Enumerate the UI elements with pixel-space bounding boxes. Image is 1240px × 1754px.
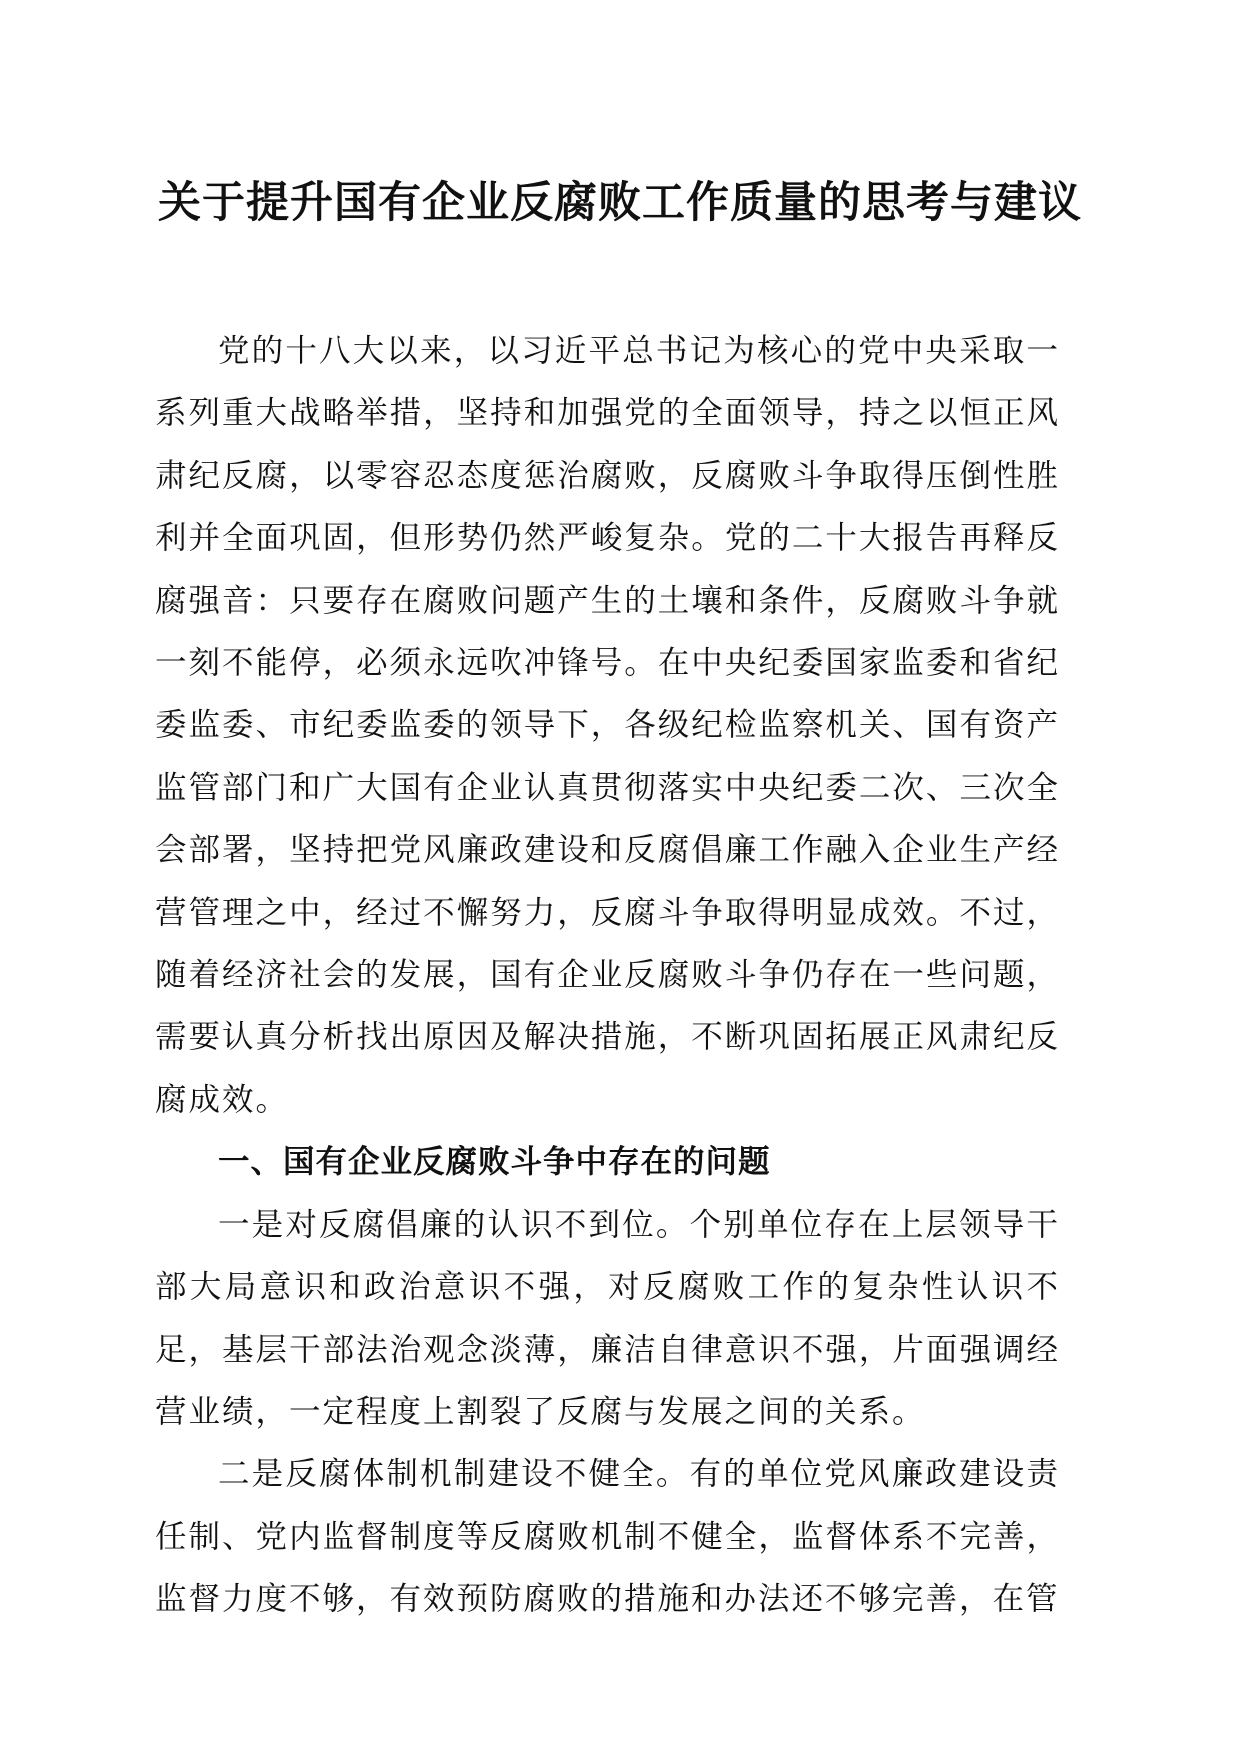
document-body xyxy=(155,320,1060,1631)
intro-paragraph: 党的十八大以来，以习近平总书记为核心的党中央采取一系列重大战略举措，坚持和加强党的全面领导，持之以恒正风肃纪反腐，以零容忍态度惩治腐败，反腐败斗争取得压倒性胜利并全面巩固，但形势仍然严峻复杂。党的二十大报告再释反腐强音：只要存在腐败问题产生的土壤和条件，反腐败斗争就一刻不能停，必须永远吹冲锋号。在中央纪委国家监委和省纪委监委、市纪委监委的领导下，各级纪检监察机关、国有资产监管部门和广大国有企业认真贯彻落实中央纪委二次、三次全会部署，坚持把党风廉政建设和反腐倡廉工作融入企业生产经营管理之中，经过不懈努力，反腐斗争取得明显成效。不过，随着经济社会的发展，国有企业反腐败斗争仍存在一些问题，需要认真分析找出原因及解决措施，不断巩固拓展正风肃纪反腐成效。 xyxy=(155,333,1060,1118)
document-title: 关于提升国有企业反腐败工作质量的思考与建议 xyxy=(158,178,1082,228)
issue-paragraph-2: 二是反腐体制机制建设不健全。有的单位党风廉政建设责任制、党内监督制度等反腐败机制不健全，监督体系不完善，监督力度不够，有效预防腐败的措施和办法还不够完善，在管 xyxy=(155,1456,1060,1618)
section-heading: 一、国有企业反腐败斗争中存在的问题 xyxy=(218,1144,771,1181)
issue-paragraph-1: 一是对反腐倡廉的认识不到位。个别单位存在上层领导干部大局意识和政治意识不强，对反腐败工作的复杂性认识不足，基层干部法治观念淡薄，廉洁自律意识不强，片面强调经营业绩，一定程度上割裂了反腐与发展之间的关系。 xyxy=(155,1206,1060,1430)
